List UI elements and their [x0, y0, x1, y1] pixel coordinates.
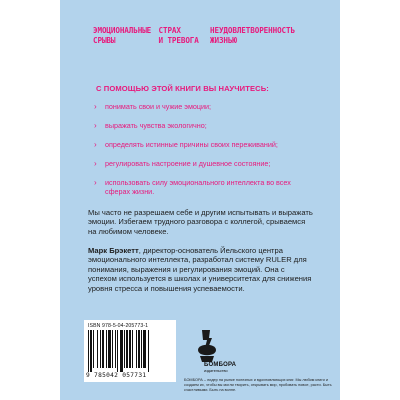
isbn-label: ISBN 978-5-04-205773-1	[88, 323, 149, 329]
author-description: , директор-основатель Йельского центра эмоционального интеллекта, разработал систему RULER для понимания, выражения и регулирования эмоций. Она с успехом используется в школах и университетах для снижения уровня стресса и повышения успеваемости.	[88, 246, 312, 293]
publisher-note: БОМБОРА – лидер на рынке полезных и вдохновляющих книг. Мы любим книги и создаем их, чтобы вы могли творить, открывать мир, пробовать новое, расти. Быть счастливыми. Быть на волне.	[184, 378, 332, 392]
intro-paragraph: Мы часто не разрешаем себе и другим испытывать и выражать эмоции. Избегаем трудного разговора с коллегой, срываемся на любимом человеке.	[88, 208, 313, 236]
bullet-icon: ›	[94, 121, 97, 130]
barcode-icon	[88, 330, 172, 372]
author-paragraph	[88, 246, 314, 293]
list-item-text: регулировать настроение и душевное состояние;	[105, 159, 271, 168]
list-item	[94, 102, 314, 111]
list-item	[94, 178, 314, 196]
bullet-icon: ›	[94, 102, 97, 111]
skills-list	[94, 102, 314, 206]
bullet-icon: ›	[94, 140, 97, 149]
topics-row	[60, 26, 340, 46]
publisher-subtitle: издательство	[204, 369, 228, 373]
topic-fear-anxiety: СТРАХ И ТРЕВОГА	[158, 26, 199, 45]
list-item-text: понимать свои и чужие эмоции;	[105, 102, 212, 111]
barcode-digits: 9 785042 057731	[86, 372, 147, 379]
list-intro: С ПОМОЩЬЮ ЭТОЙ КНИГИ ВЫ НАУЧИТЕСЬ:	[96, 84, 269, 93]
topic-life-dissatisfaction: НЕУДОВЛЕТВОРЕННОСТЬ ЖИЗНЬЮ	[210, 26, 295, 45]
list-item	[94, 159, 314, 168]
book-back-cover	[60, 0, 340, 400]
list-item-text: определять истинные причины своих переживаний;	[105, 140, 278, 149]
list-item	[94, 140, 314, 149]
publisher-name: БОМБОРА	[204, 362, 237, 368]
bullet-icon: ›	[94, 159, 97, 168]
bullet-icon: ›	[94, 178, 97, 187]
list-item	[94, 121, 314, 130]
author-name: Марк Брэкетт	[88, 246, 139, 255]
list-item-text: использовать силу эмоционального интеллекта во всех сферах жизни.	[105, 178, 291, 196]
list-item-text: выражать чувства экологично;	[105, 121, 207, 130]
topic-emotional-outbursts: ЭМОЦИОНАЛЬНЫЕ СРЫВЫ	[93, 26, 152, 45]
barcode-box	[84, 320, 176, 382]
